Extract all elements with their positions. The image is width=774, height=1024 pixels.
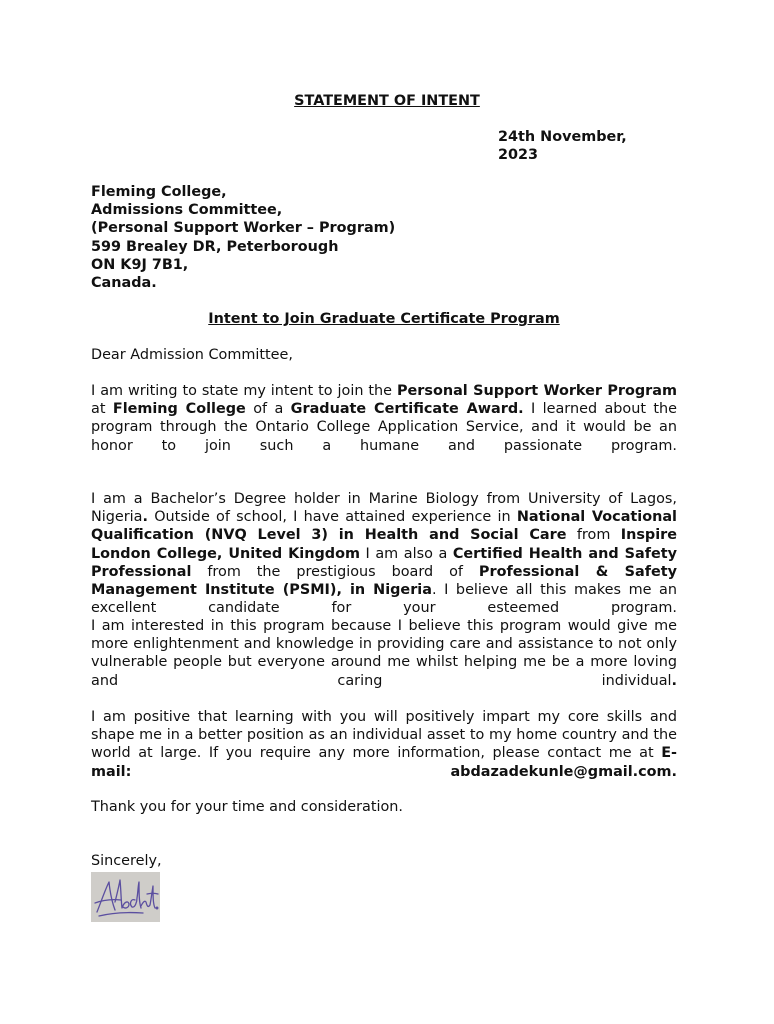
bold-run: Professional & Safety Management Institute (PSMI), in Nigeria	[91, 563, 677, 599]
text-run: . I believe all this makes me an excellent candidate for your esteemed program.	[91, 582, 677, 617]
address-line: 599 Brealey DR, Peterborough	[91, 238, 339, 255]
address-line: Admissions Committee,	[91, 202, 283, 219]
address-line: Fleming College,	[91, 184, 227, 200]
handwritten-signature-icon	[91, 872, 160, 922]
address-line: (Personal Support Worker – Program)	[91, 220, 396, 237]
signature-image	[91, 872, 160, 922]
text-run: of a	[245, 401, 291, 418]
text-run: from	[566, 527, 621, 544]
text-run: I learned about the program through the Ontario College Application Service, and it would be an honor to join such a humane and passionate program.	[91, 401, 677, 454]
text-run: Outside of school, I have attained experience in	[147, 509, 517, 526]
paragraph-background	[91, 490, 678, 617]
text-run: from the prestigious board of	[191, 563, 479, 580]
letter-date	[498, 128, 658, 164]
bold-run: Certified Health and Safety Professional	[91, 545, 678, 580]
paragraph-intent	[91, 382, 677, 454]
text-run: I am also a	[359, 545, 453, 562]
address-line: Canada.	[91, 275, 157, 292]
thanks-line: Thank you for your time and consideration.	[91, 799, 403, 815]
document-title: STATEMENT OF INTENT	[294, 93, 480, 109]
date-line: 2023	[498, 147, 539, 164]
address-line: ON K9J 7B1,	[91, 256, 189, 273]
bold-run: Graduate Certificate Award.	[290, 401, 524, 418]
closing-line: Sincerely,	[91, 853, 162, 869]
text-run: I am positive that learning with you will positively impart my core skills and shape me in a better position as an individual asset to my home country and the world at large. If you require any more information, please contact me at	[91, 709, 677, 762]
bold-run: Fleming College	[112, 401, 246, 418]
salutation: Dear Admission Committee,	[91, 347, 293, 363]
text-run: at	[91, 401, 113, 418]
paragraph-contact	[91, 708, 677, 780]
bold-run: .	[142, 509, 148, 526]
contact-email: E-mail: abdazadekunle@gmail.com.	[91, 745, 677, 780]
paragraph-interest	[91, 617, 677, 689]
bold-run: Personal Support Worker Program	[396, 383, 677, 399]
subject-heading: Intent to Join Graduate Certificate Program	[208, 311, 560, 327]
date-line: 24th November,	[498, 129, 627, 145]
text-run: I am interested in this program because I believe this program would give me more enlightenment and knowledge in providing care and assistance to not only vulnerable people but everyone around me whilst helping me be a more loving and caring individual	[91, 618, 677, 689]
bold-run: .	[671, 672, 677, 689]
text-run: I am a Bachelor’s Degree holder in Marine Biology from University of Lagos, Nigeria	[91, 491, 677, 526]
recipient-address	[91, 183, 677, 292]
bold-run: Inspire London College, United Kingdom	[91, 527, 677, 562]
text-run: I am writing to state my intent to join the	[91, 383, 397, 399]
bold-run: National Vocational Qualification (NVQ Level 3) in Health and Social Care	[91, 509, 677, 544]
